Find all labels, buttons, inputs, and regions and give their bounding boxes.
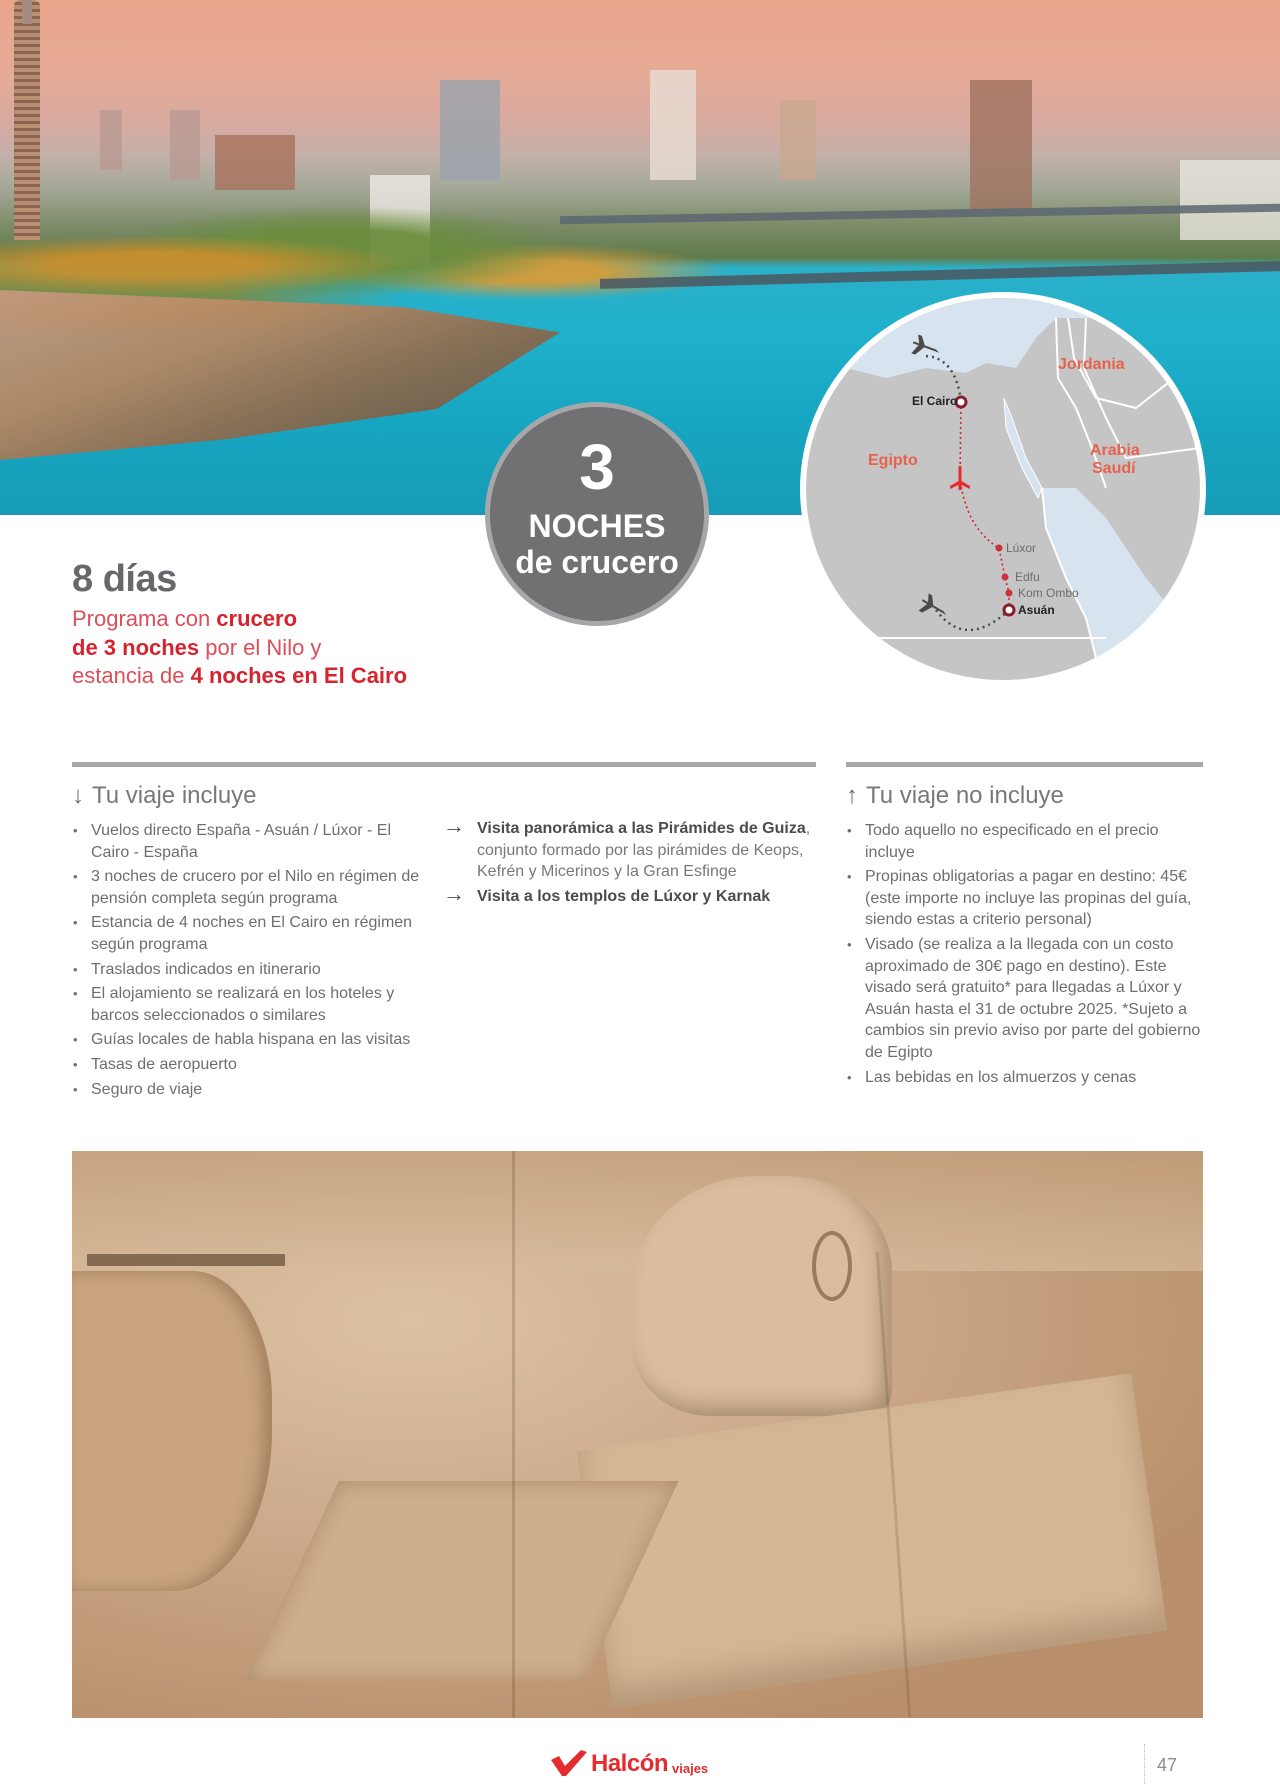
- list-item: • Traslados indicados en itinerario: [72, 959, 432, 981]
- list-item: • Tasas de aeropuerto: [72, 1054, 432, 1076]
- subtitle-text: estancia de: [72, 663, 191, 688]
- skyline-building: [780, 100, 816, 180]
- cairo-tower: [14, 0, 40, 240]
- excludes-heading: [846, 782, 1064, 810]
- skyline-building: [1180, 160, 1280, 240]
- list-item: • Seguro de viaje: [72, 1079, 432, 1101]
- includes-list: [72, 820, 432, 1103]
- relief-arm: [577, 1373, 1168, 1708]
- relief-crack: [512, 1151, 515, 1718]
- map-city-el-cairo: El Cairo: [912, 394, 958, 408]
- trip-duration: 8 días: [72, 558, 177, 600]
- list-item: • Las bebidas en los almuerzos y cenas: [846, 1067, 1206, 1089]
- brand-sub: viajes: [672, 1761, 709, 1776]
- skyline-building: [100, 110, 122, 170]
- skyline-building: [440, 80, 500, 180]
- list-item: • Vuelos directo España - Asuán / Lúxor - El Cairo - España: [72, 820, 432, 863]
- list-item: • El alojamiento se realizará en los hoteles y barcos seleccionados o similares: [72, 983, 432, 1026]
- relief-line: [87, 1254, 285, 1266]
- subtitle-text: Programa con: [72, 606, 217, 631]
- excludes-title: Tu viaje no incluye: [866, 782, 1064, 809]
- visit-title: Visita a los templos de Lúxor y Karnak: [477, 887, 771, 905]
- map-shapes: [806, 298, 1200, 680]
- page-number: 47: [1157, 1755, 1178, 1775]
- list-item: • Guías locales de habla hispana en las visitas: [72, 1029, 432, 1051]
- trip-subtitle: [72, 605, 492, 691]
- included-visits: [443, 813, 823, 910]
- excludes-divider: [846, 762, 1203, 767]
- visit-item: [443, 813, 823, 883]
- skyline-building: [170, 110, 200, 180]
- subtitle-bold: de 3 noches: [72, 634, 200, 660]
- map-label-saudi: Saudí: [1092, 460, 1136, 477]
- map-label-arabia: Arabia: [1090, 442, 1140, 459]
- arrow-right-icon: →: [443, 813, 465, 838]
- includes-divider: [72, 762, 816, 767]
- map-label-egipto: Egipto: [868, 452, 918, 469]
- badge-line2: de crucero: [515, 544, 679, 580]
- relief-texture: [72, 1151, 1203, 1271]
- brand-name: Halcón: [591, 1750, 669, 1777]
- list-item: • Todo aquello no especificado en el precio incluye: [846, 820, 1206, 863]
- page-number-divider: [1144, 1744, 1145, 1784]
- subtitle-bold: crucero: [216, 606, 298, 631]
- arrow-down-icon: ↓: [72, 782, 84, 809]
- list-item: • Propinas obligatorias a pagar en destino: 45€ (este importe no incluye las propinas del guía, siendo estas a criterio personal): [846, 866, 1206, 931]
- list-item: • Estancia de 4 noches en El Cairo en régimen según programa: [72, 912, 432, 955]
- list-item: • Visado (se realiza a la llegada con un costo aproximado de 30€ pago en destino). Este visado será gratuito* para llegadas a Lúxor y Asuán hasta el 31 de octubre 2025. *Sujeto a cambios sin previo aviso por parte del gobierno de Egipto: [846, 934, 1206, 1064]
- checkmark-logo-icon: [551, 1750, 587, 1776]
- excludes-list: [846, 820, 1206, 1091]
- map-city-asuan: Asuán: [1018, 603, 1055, 617]
- map-city-kom-ombo: Kom Ombo: [1018, 586, 1079, 600]
- halcon-viajes-logo: [551, 1750, 708, 1776]
- route-map-circle: [806, 298, 1200, 680]
- skyline-building: [970, 80, 1032, 210]
- arrow-up-icon: ↑: [846, 782, 858, 809]
- relief-left-figure: [72, 1271, 272, 1591]
- badge-number: 3: [579, 431, 615, 503]
- cairo-tower-top: [22, 0, 32, 24]
- map-city-luxor: Lúxor: [1006, 541, 1037, 555]
- relief-ear: [812, 1231, 852, 1301]
- includes-heading: [72, 782, 257, 810]
- includes-title: Tu viaje incluye: [92, 782, 257, 809]
- arrow-right-icon: →: [443, 880, 465, 906]
- list-item: • 3 noches de crucero por el Nilo en régimen de pensión completa según programa: [72, 866, 432, 909]
- relief-head: [632, 1176, 892, 1416]
- subtitle-text: por el Nilo y: [199, 634, 322, 660]
- subtitle-bold: 4 noches en El Cairo: [190, 663, 408, 688]
- map-city-edfu: Edfu: [1015, 570, 1040, 584]
- visit-title: Visita panorámica a las Pirámides de Guiza: [477, 820, 806, 837]
- badge-line1: NOCHES: [528, 508, 666, 544]
- egyptian-relief-photo: [72, 1151, 1203, 1718]
- map-label-jordania: Jordania: [1058, 356, 1125, 373]
- skyline-building: [650, 70, 696, 180]
- cruise-nights-badge: [485, 402, 709, 626]
- route-map: [800, 292, 1206, 686]
- visit-item: [443, 880, 823, 908]
- visit-description: , conjunto formado por las pirámides de Keops, Kefrén y Micerinos y la Gran Esfinge: [477, 820, 811, 881]
- skyline-building: [215, 135, 295, 190]
